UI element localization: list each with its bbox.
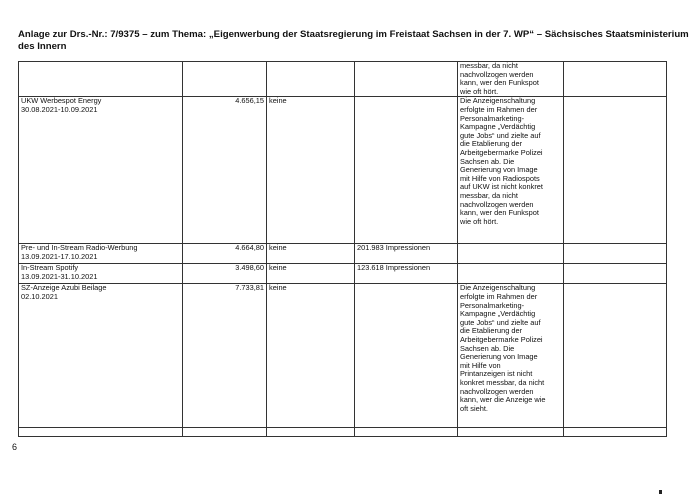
note-cell bbox=[458, 244, 564, 264]
reach-cell bbox=[355, 428, 458, 437]
amount-cell: 7.733,81 bbox=[183, 284, 267, 428]
agency-cell: keine bbox=[267, 284, 355, 428]
amount-cell bbox=[183, 62, 267, 97]
table-row bbox=[19, 244, 667, 264]
medium-cell bbox=[19, 428, 183, 437]
agency-cell bbox=[267, 428, 355, 437]
note-cell bbox=[458, 428, 564, 437]
reach-cell bbox=[355, 97, 458, 244]
agency-cell: keine bbox=[267, 244, 355, 264]
note-cell: Die Anzeigenschaltung erfolgte im Rahmen der Personalmarketing- Kampagne „Verdächtig gute Jobs“ und zielte auf die Etablierung der Arbeitgebermarke Polizei Sachsen ab. Die Generierung von Image mit Hilfe von Radiospots auf UKW ist nicht konkret messbar, da nicht nachvollzogen werden kann, wer den Funkspot wie oft hört. bbox=[458, 97, 564, 244]
amount-cell: 3.498,60 bbox=[183, 264, 267, 284]
agency-cell bbox=[267, 62, 355, 97]
agency-cell: keine bbox=[267, 97, 355, 244]
agency-cell: keine bbox=[267, 264, 355, 284]
note-cell: Die Anzeigenschaltung erfolgte im Rahmen der Personalmarketing- Kampagne „Verdächtig gute Jobs“ und zielte auf die Etablierung der Arbeitgebermarke Polizei Sachsen ab. Die Generierung von Image mit Hilfe von Printanzeigen ist nicht konkret messbar, da nicht nachvollzogen werden kann, wer die Anzeige wie oft sieht. bbox=[458, 284, 564, 428]
medium-cell: Pre- und In-Stream Radio-Werbung 13.09.2021-17.10.2021 bbox=[19, 244, 183, 264]
page-number: 6 bbox=[12, 442, 18, 452]
extra-cell bbox=[564, 97, 667, 244]
extra-cell bbox=[564, 428, 667, 437]
extra-cell bbox=[564, 264, 667, 284]
medium-cell: UKW Werbespot Energy 30.08.2021-10.09.2021 bbox=[19, 97, 183, 244]
document-header: Anlage zur Drs.-Nr.: 7/9375 – zum Thema: „Eigenwerbung der Staatsregierung im Freistaat Sachsen in der 7. WP“ – Sächsisches Staatsministerium des Innern bbox=[18, 29, 689, 52]
medium-cell: In-Stream Spotify 13.09.2021-31.10.2021 bbox=[19, 264, 183, 284]
reach-cell: 123.618 Impressionen bbox=[355, 264, 458, 284]
table-row bbox=[19, 428, 667, 437]
table-row bbox=[19, 97, 667, 244]
extra-cell bbox=[564, 62, 667, 97]
medium-cell: SZ-Anzeige Azubi Beilage 02.10.2021 bbox=[19, 284, 183, 428]
scan-mark bbox=[659, 490, 662, 494]
table-row bbox=[19, 284, 667, 428]
amount-cell: 4.656,15 bbox=[183, 97, 267, 244]
extra-cell bbox=[564, 284, 667, 428]
reach-cell bbox=[355, 284, 458, 428]
amount-cell: 4.664,80 bbox=[183, 244, 267, 264]
amount-cell bbox=[183, 428, 267, 437]
reach-cell: 201.983 Impressionen bbox=[355, 244, 458, 264]
note-cell bbox=[458, 264, 564, 284]
reach-cell bbox=[355, 62, 458, 97]
advertising-table bbox=[18, 61, 667, 437]
extra-cell bbox=[564, 244, 667, 264]
table-row bbox=[19, 264, 667, 284]
medium-cell bbox=[19, 62, 183, 97]
table-row bbox=[19, 62, 667, 97]
note-cell: messbar, da nicht nachvollzogen werden kann, wer den Funkspot wie oft hört. bbox=[458, 62, 564, 97]
